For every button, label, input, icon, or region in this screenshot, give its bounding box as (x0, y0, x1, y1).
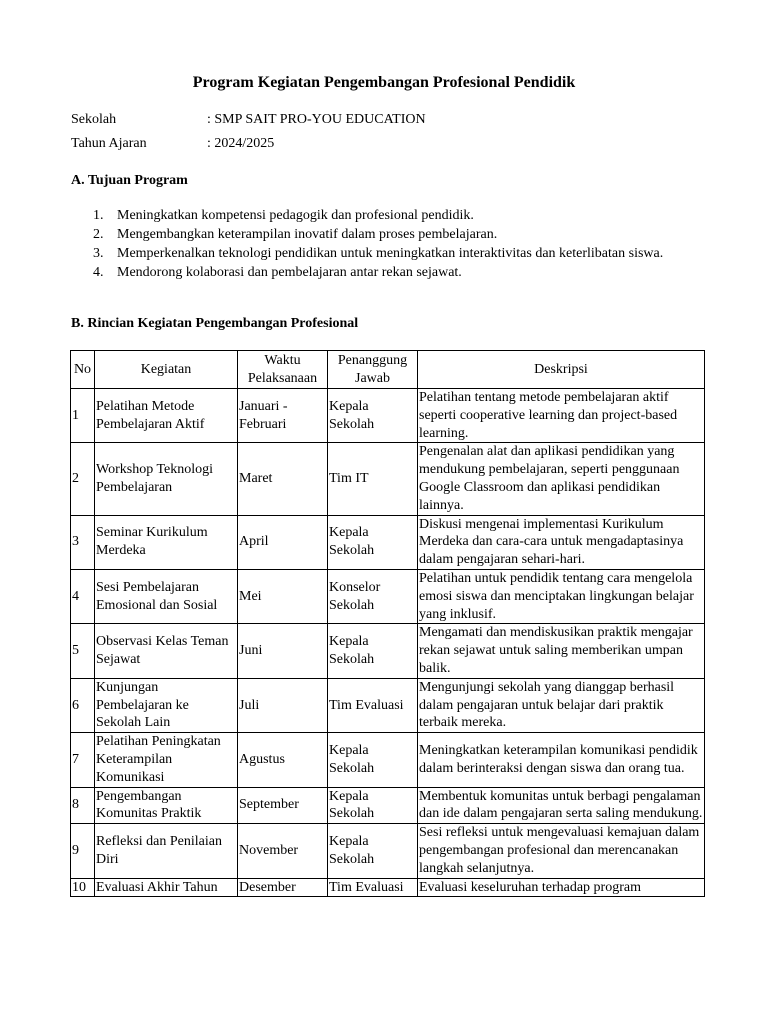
cell-kegiatan: Refleksi dan Penilaian Diri (95, 824, 238, 878)
table-row (71, 878, 705, 897)
cell-waktu: Juni (238, 624, 328, 678)
cell-deskripsi: Pelatihan untuk pendidik tentang cara mengelola emosi siswa dan menciptakan lingkungan belajar yang inklusif. (418, 569, 705, 623)
cell-waktu: Desember (238, 878, 328, 897)
cell-no: 3 (71, 515, 95, 569)
cell-no: 1 (71, 389, 95, 443)
section-a-heading: A. Tujuan Program (71, 173, 188, 188)
cell-penanggung-jawab: Tim Evaluasi (328, 878, 418, 897)
cell-no: 8 (71, 787, 95, 824)
cell-penanggung-jawab: Kepala Sekolah (328, 515, 418, 569)
cell-kegiatan: Pelatihan Metode Pembelajaran Aktif (95, 389, 238, 443)
cell-deskripsi: Meningkatkan keterampilan komunikasi pendidik dalam berinteraksi dengan siswa dan orang tua. (418, 733, 705, 787)
cell-no: 9 (71, 824, 95, 878)
column-header-waktu: Waktu Pelaksanaan (238, 351, 328, 389)
cell-kegiatan: Evaluasi Akhir Tahun (95, 878, 238, 897)
cell-waktu: November (238, 824, 328, 878)
column-header-deskripsi: Deskripsi (418, 351, 705, 389)
table-row (71, 624, 705, 678)
cell-no: 7 (71, 733, 95, 787)
cell-waktu: Agustus (238, 733, 328, 787)
cell-no: 6 (71, 678, 95, 732)
cell-kegiatan: Seminar Kurikulum Merdeka (95, 515, 238, 569)
cell-penanggung-jawab: Konselor Sekolah (328, 569, 418, 623)
cell-no: 2 (71, 443, 95, 515)
cell-deskripsi: Pengenalan alat dan aplikasi pendidikan yang mendukung pembelajaran, seperti penggunaan Google Classroom dan aplikasi pendidikan lainnya. (418, 443, 705, 515)
table-row (71, 515, 705, 569)
column-header-kegiatan: Kegiatan (95, 351, 238, 389)
goals-list (71, 207, 671, 283)
cell-no: 4 (71, 569, 95, 623)
cell-no: 5 (71, 624, 95, 678)
cell-deskripsi: Mengunjungi sekolah yang dianggap berhasil dalam pengajaran untuk belajar dari praktik terbaik mereka. (418, 678, 705, 732)
cell-kegiatan: Sesi Pembelajaran Emosional dan Sosial (95, 569, 238, 623)
cell-deskripsi: Sesi refleksi untuk mengevaluasi kemajuan dalam pengembangan profesional dan merencanakan langkah selanjutnya. (418, 824, 705, 878)
cell-waktu: April (238, 515, 328, 569)
table-row (71, 733, 705, 787)
list-item: 1. Meningkatkan kompetensi pedagogik dan profesional pendidik. (93, 208, 474, 223)
meta-value: : 2024/2025 (207, 136, 275, 151)
cell-deskripsi: Mengamati dan mendiskusikan praktik mengajar rekan sejawat untuk saling memberikan umpan balik. (418, 624, 705, 678)
cell-waktu: Juli (238, 678, 328, 732)
column-header-no: No (71, 351, 95, 389)
document-title: Program Kegiatan Pengembangan Profesional Pendidik (192, 74, 576, 91)
table-header-row (71, 351, 705, 389)
cell-penanggung-jawab: Kepala Sekolah (328, 824, 418, 878)
cell-penanggung-jawab: Kepala Sekolah (328, 787, 418, 824)
section-b-heading: B. Rincian Kegiatan Pengembangan Profesional (71, 316, 359, 331)
cell-deskripsi: Membentuk komunitas untuk berbagi pengalaman dan ide dalam pengajaran serta saling mendukung. (418, 787, 705, 824)
list-item: 4. Mendorong kolaborasi dan pembelajaran antar rekan sejawat. (93, 265, 462, 280)
cell-deskripsi: Pelatihan tentang metode pembelajaran aktif seperti cooperative learning dan project-based learning. (418, 389, 705, 443)
cell-deskripsi: Evaluasi keseluruhan terhadap program (418, 878, 705, 897)
activities-table (70, 350, 705, 897)
cell-waktu: Mei (238, 569, 328, 623)
cell-waktu: Maret (238, 443, 328, 515)
table-row (71, 678, 705, 732)
table-row (71, 824, 705, 878)
cell-no: 10 (71, 878, 95, 897)
cell-penanggung-jawab: Tim IT (328, 443, 418, 515)
column-header-penanggung-jawab: Penanggung Jawab (328, 351, 418, 389)
list-item: 2. Mengembangkan keterampilan inovatif dalam proses pembelajaran. (93, 227, 498, 242)
cell-penanggung-jawab: Kepala Sekolah (328, 389, 418, 443)
table-row (71, 389, 705, 443)
table-row (71, 443, 705, 515)
cell-kegiatan: Observasi Kelas Teman Sejawat (95, 624, 238, 678)
meta-label: Tahun Ajaran (71, 136, 147, 151)
cell-kegiatan: Workshop Teknologi Pembelajaran (95, 443, 238, 515)
cell-kegiatan: Pelatihan Peningkatan Keterampilan Komunikasi (95, 733, 238, 787)
cell-penanggung-jawab: Kepala Sekolah (328, 624, 418, 678)
table-row (71, 787, 705, 824)
meta-label: Sekolah (71, 112, 117, 127)
cell-penanggung-jawab: Tim Evaluasi (328, 678, 418, 732)
cell-kegiatan: Pengembangan Komunitas Praktik (95, 787, 238, 824)
table-row (71, 569, 705, 623)
cell-waktu: Januari - Februari (238, 389, 328, 443)
cell-penanggung-jawab: Kepala Sekolah (328, 733, 418, 787)
cell-waktu: September (238, 787, 328, 824)
list-item: 3. Memperkenalkan teknologi pendidikan untuk meningkatkan interaktivitas dan keterlibatan siswa. (93, 246, 664, 261)
cell-deskripsi: Diskusi mengenai implementasi Kurikulum Merdeka dan cara-cara untuk mengadaptasinya dalam pengajaran sehari-hari. (418, 515, 705, 569)
meta-value: : SMP SAIT PRO-YOU EDUCATION (207, 112, 426, 127)
cell-kegiatan: Kunjungan Pembelajaran ke Sekolah Lain (95, 678, 238, 732)
